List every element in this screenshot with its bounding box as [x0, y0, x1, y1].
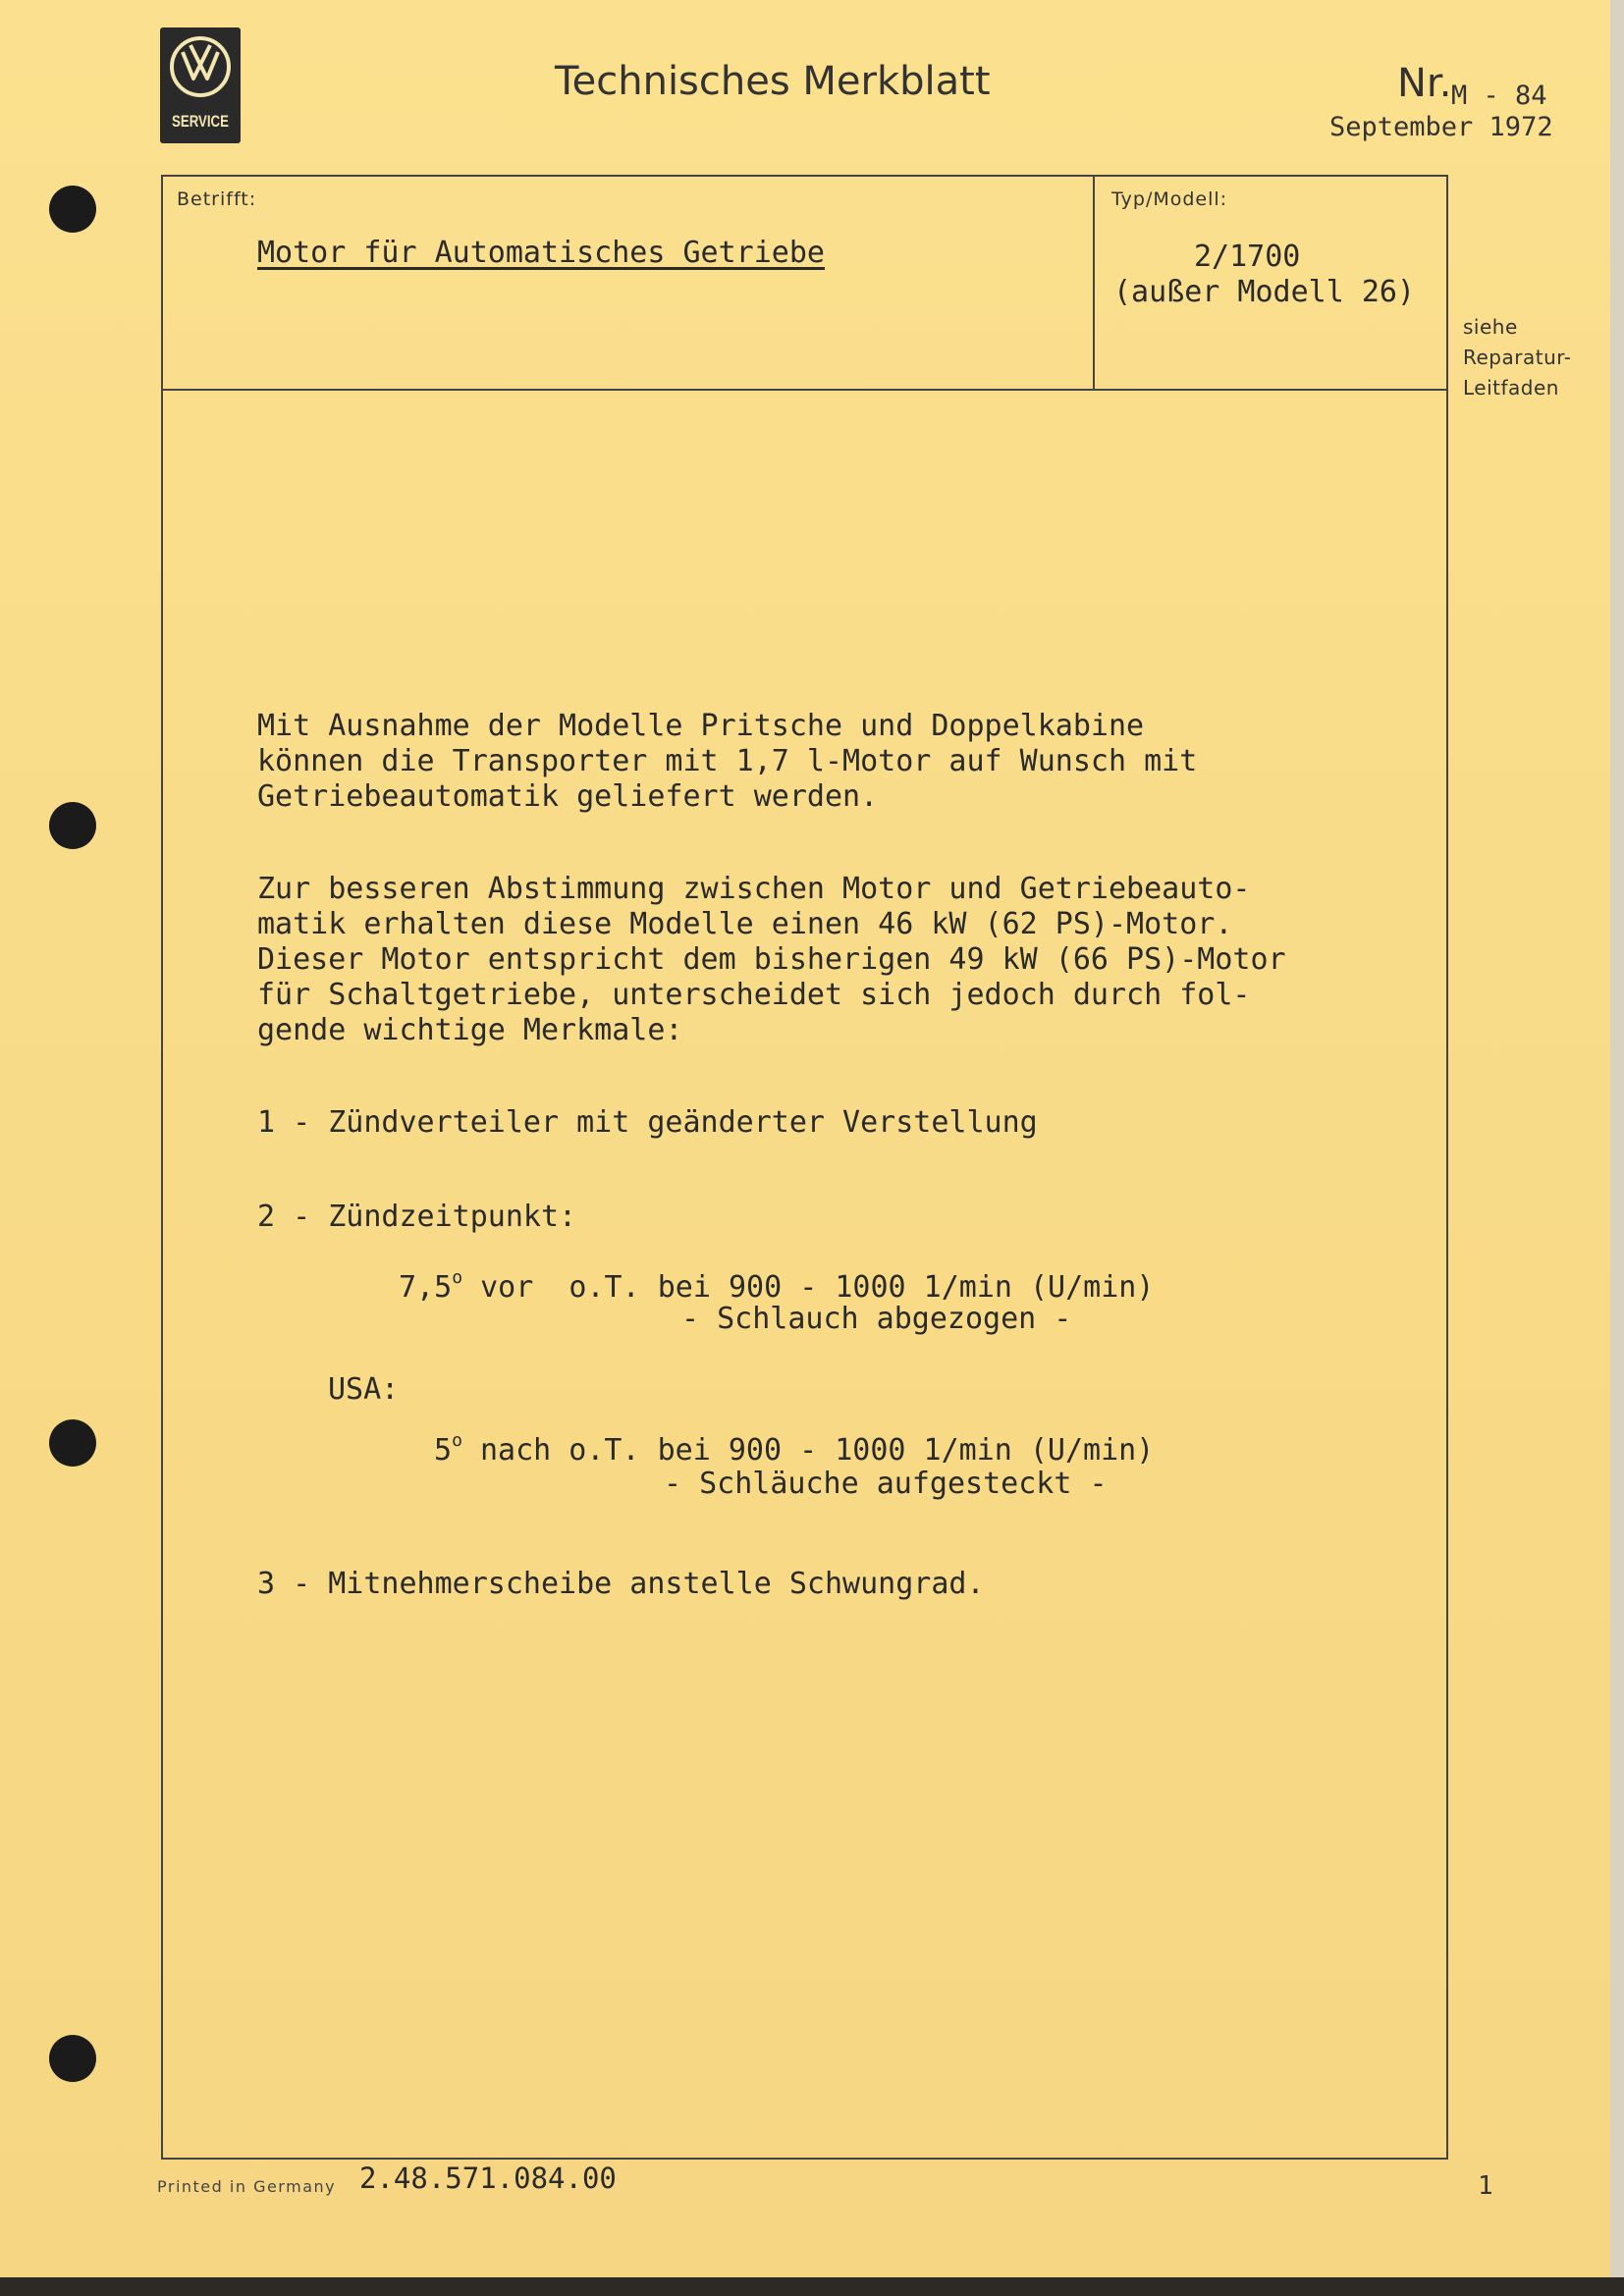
timing-note: - Schlauch abgezogen - [681, 1302, 1072, 1336]
typ-modell-label: Typ/Modell: [1111, 188, 1228, 210]
page-number: 1 [1478, 2171, 1493, 2201]
paragraph-line: können die Transporter mit 1,7 l-Motor auf Wunsch mit [257, 744, 1198, 778]
paragraph-line: Mit Ausnahme der Modelle Pritsche und Doppelkabine [257, 709, 1145, 743]
reference-note [1463, 312, 1571, 403]
reference-line: siehe [1463, 315, 1518, 339]
document-code: 2.48.571.084.00 [359, 2162, 617, 2195]
paragraph-line: gende wichtige Merkmale: [257, 1013, 683, 1047]
timing-detail: vor o.T. bei 900 - 1000 1/min (U/min) [462, 1270, 1155, 1305]
paragraph-line: Dieser Motor entspricht dem bisherigen 49 kW (66 PS)-Motor [257, 942, 1286, 977]
logo-service-text: SERVICE [172, 112, 229, 131]
reference-line: Reparatur- [1463, 346, 1572, 369]
vw-service-logo [160, 27, 241, 143]
punch-hole [49, 802, 96, 849]
reference-line: Leitfaden [1463, 376, 1559, 400]
timing-value: 7,5 [399, 1270, 453, 1305]
header-divider [161, 389, 1448, 391]
number-value: M - 84 [1451, 80, 1547, 111]
timing-note: - Schläuche aufgesteckt - [664, 1467, 1108, 1501]
punch-hole [49, 1419, 96, 1467]
degree-mark: o [452, 1430, 462, 1451]
typ-value-line1: 2/1700 [1194, 240, 1301, 274]
list-item: 2 - Zündzeitpunkt: [257, 1200, 577, 1234]
punch-hole [49, 2035, 96, 2082]
vw-emblem-icon [169, 35, 232, 98]
subject-text: Motor für Automatisches Getriebe [257, 236, 825, 270]
issue-date: September 1972 [1329, 112, 1553, 142]
betrifft-label: Betrifft: [177, 188, 257, 210]
timing-value: 5 [434, 1433, 453, 1468]
paragraph-line: matik erhalten diese Modelle einen 46 kW (62 PS)-Motor. [257, 907, 1233, 941]
paragraph-line: Getriebeautomatik geliefert werden. [257, 779, 879, 814]
degree-mark: o [452, 1267, 463, 1288]
printed-in-note: Printed in Germany [157, 2177, 337, 2196]
content-frame [161, 175, 1448, 2160]
list-item: 1 - Zündverteiler mit geänderter Verstellung [257, 1105, 1038, 1140]
column-divider [1093, 175, 1095, 391]
paragraph-line: für Schaltgetriebe, unterscheidet sich jedoch durch fol- [257, 978, 1251, 1012]
list-item: 3 - Mitnehmerscheibe anstelle Schwungrad. [257, 1567, 985, 1601]
number-label: Nr. [1397, 61, 1452, 106]
timing-detail: nach o.T. bei 900 - 1000 1/min (U/min) [461, 1433, 1155, 1468]
paragraph-line: Zur besseren Abstimmung zwischen Motor und Getriebeauto- [257, 872, 1251, 906]
scan-edge-right [1610, 0, 1624, 2296]
scan-edge-bottom [0, 2277, 1624, 2296]
document-title: Technisches Merkblatt [555, 59, 991, 104]
usa-label: USA: [328, 1372, 400, 1407]
typ-value-line2: (außer Modell 26) [1113, 275, 1416, 309]
punch-hole [49, 186, 96, 233]
